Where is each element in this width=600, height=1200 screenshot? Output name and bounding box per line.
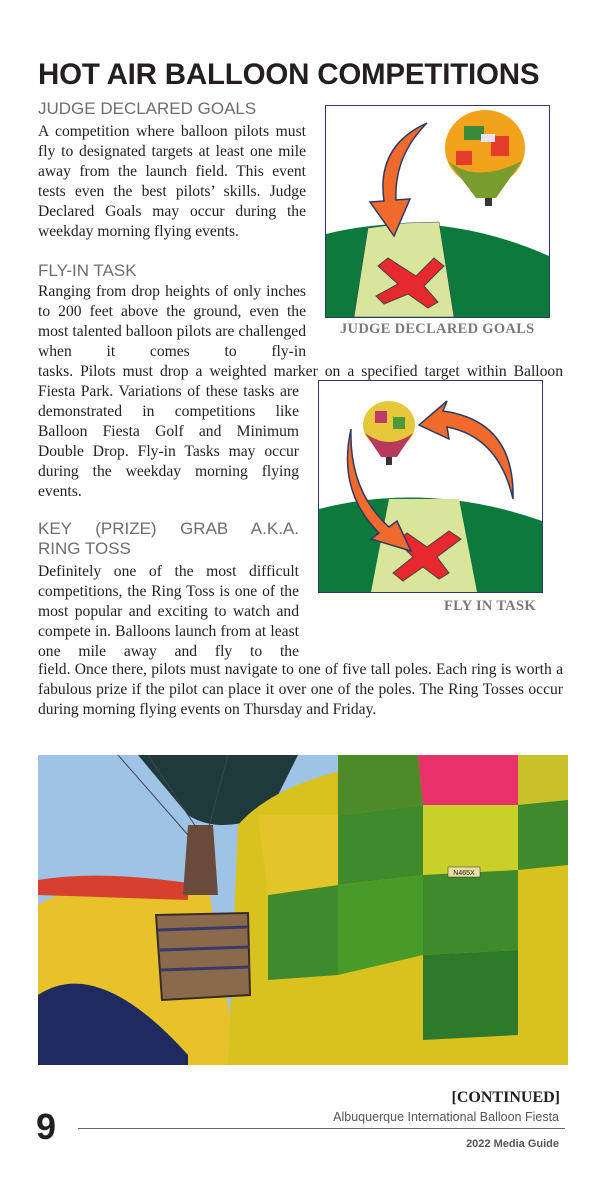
- paragraph-ring-toss-part2: field. Once there, pilots must navigate to one of five tall poles. Each ring is worth a fabulous prize if the pilot can place it over one of the poles. The Ring Tosses occur during morning flying events on Thursday and Friday.: [38, 661, 563, 718]
- paragraph-ring-toss-part1: Definitely one of the most difficult competitions, the Ring Toss is one of the most popular and exciting to watch and compete in. Balloons launch from at least one mile away and fly to the: [38, 563, 299, 660]
- paragraph-fly-in-task-part2: tasks. Pilots must drop a weighted marker on a specified target within Balloon: [38, 363, 563, 380]
- fly-in-task-illustration: [318, 380, 543, 593]
- section-heading-judge-declared-goals: JUDGE DECLARED GOALS: [38, 99, 257, 118]
- arrow-icon: [370, 123, 427, 236]
- balloon-icon: [363, 401, 415, 465]
- judge-declared-goals-illustration: [325, 105, 550, 318]
- page-number: 9: [36, 1106, 57, 1147]
- continued-label: [CONTINUED]: [451, 1089, 560, 1106]
- arrow-icon: [419, 401, 513, 499]
- section-heading-ring-toss-line1: KEY (PRIZE) GRAB A.K.A.: [38, 519, 299, 538]
- balloon-icon: [445, 110, 525, 206]
- paragraph-fly-in-task-part1: Ranging from drop heights of only inches to 200 feet above the ground, even the most talented balloon pilots are challenged when it comes to fly-in: [38, 283, 306, 360]
- balloon-registration: N465X: [453, 870, 475, 877]
- section-heading-fly-in-task: FLY-IN TASK: [38, 261, 137, 280]
- footer-guide-title: 2022 Media Guide: [466, 1138, 559, 1150]
- footer-organization: Albuquerque International Balloon Fiesta: [333, 1110, 559, 1124]
- footer-divider: [78, 1128, 565, 1129]
- paragraph-judge-declared-goals: A competition where balloon pilots must fly to designated targets at least one mile away from the launch field. This event tests even the best pilots’ skills. Judge Declared Goals may occur during the weekday morning flying events.: [38, 123, 306, 240]
- figure-caption: JUDGE DECLARED GOALS: [340, 321, 535, 337]
- page-title: HOT AIR BALLOON COMPETITIONS: [38, 58, 540, 91]
- balloon-photo: [38, 755, 568, 1065]
- figure-caption: FLY IN TASK: [444, 598, 536, 614]
- paragraph-fly-in-task-part3: Fiesta Park. Variations of these tasks are demonstrated in competitions like Balloon Fiesta Golf and Minimum Double Drop. Fly-in Tasks may occur during the weekday morning flying events.: [38, 383, 299, 500]
- section-heading-ring-toss-line2: RING TOSS: [38, 539, 131, 558]
